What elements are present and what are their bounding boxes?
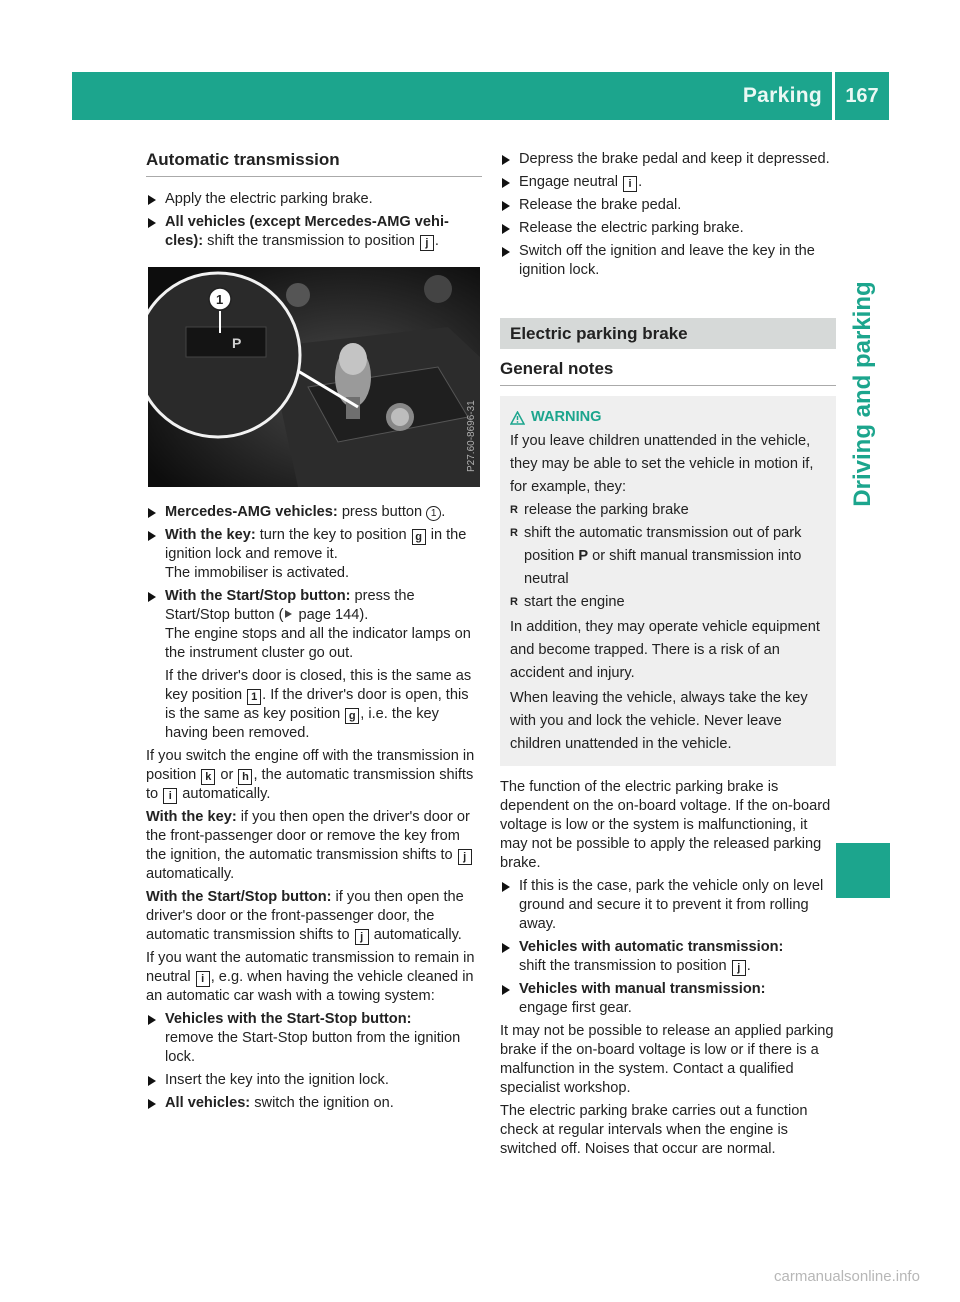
page-number: 167: [845, 85, 879, 107]
step-with-start-stop: With the Start/Stop button: press the Start/Stop button ( page 144). The engine stops and all the indicator lamps on the instrument cluster go out. If the driver's door is closed, this is the same as key position 1 . If the driver's door is open, this is the same as key position g , i.e. the key having been removed.: [146, 587, 482, 743]
callout-number: 1: [216, 292, 224, 307]
step-insert-key: Insert the key into the ignition lock.: [146, 1071, 482, 1090]
warning-triangle-icon: [510, 411, 525, 425]
left-column: [146, 150, 482, 1117]
right-column: [500, 150, 836, 1163]
step-amg-press-button: Mercedes-AMG vehicles: press button 1 .: [146, 503, 482, 522]
warning-para: When leaving the vehicle, always take the key with you and lock the vehicle. Never leave children unattended in the vehicle.: [510, 690, 808, 752]
callout-1-icon: 1: [426, 506, 441, 521]
para-function-voltage: The function of the electric parking brake is dependent on the on-board voltage. If the on-board voltage is low or the system is malfunctioning, it may not be possible to apply the released parking brake.: [500, 779, 831, 871]
step-release-parking-brake: Release the electric parking brake.: [500, 219, 836, 238]
side-tab-label: Driving and parking: [849, 281, 876, 507]
step-start-stop-remove: Vehicles with the Start-Stop button: remove the Start-Stop button from the ignition lock.: [146, 1010, 482, 1067]
key-position-p-icon: j: [458, 849, 472, 865]
warning-bullet: R release the parking brake: [510, 499, 828, 522]
step-release-brake-pedal: Release the brake pedal.: [500, 196, 836, 215]
warning-box: [500, 396, 836, 766]
para-with-start-stop: With the Start/Stop button: if you then open the driver's door or the front-passenger door, the automatic transmission shifts to j automatically.: [146, 889, 464, 943]
key-position-p-icon: j: [355, 929, 369, 945]
step-with-key: With the key: turn the key to position g in the ignition lock and remove it. The immobiliser is activated.: [146, 526, 482, 583]
step-switch-off-ignition: Switch off the ignition and leave the key in the ignition lock.: [500, 242, 836, 280]
step-park-level-ground: If this is the case, park the vehicle only on level ground and secure it to prevent it from rolling away.: [500, 877, 836, 934]
para-release-not-possible: It may not be possible to release an applied parking brake if the on-board voltage is low or if there is a malfunction in the system. Contact a qualified specialist workshop.: [500, 1023, 834, 1096]
key-position-n-icon: i: [163, 788, 177, 804]
selector-label: P: [232, 335, 242, 351]
transmission-photo: [148, 267, 480, 487]
side-tab: [843, 218, 883, 570]
key-position-0-icon: g: [412, 529, 426, 545]
section-title-electric-parking-brake: Electric parking brake: [500, 318, 836, 349]
para-remain-neutral: If you want the automatic transmission to remain in neutral i , e.g. when having the vehicle cleaned in an automatic car wash with a towing system:: [146, 950, 475, 1004]
warning-para: In addition, they may operate vehicle equipment and become trapped. There is a risk of an accident and injury.: [510, 619, 820, 681]
key-position-1-icon: 1: [247, 689, 261, 705]
key-position-n-icon: i: [623, 176, 637, 192]
key-position-0-icon: g: [345, 708, 359, 724]
page-ref-arrow-icon: [285, 610, 292, 618]
para-function-check: The electric parking brake carries out a function check at regular intervals when the engine is switched off. Noises that occur are normal.: [500, 1103, 808, 1157]
step-depress-brake: Depress the brake pedal and keep it depressed.: [500, 150, 836, 169]
step-all-vehicles-shift-p: All vehicles (except Mercedes-AMG vehicles): shift the transmission to position j .: [146, 213, 482, 251]
header-section-title: Parking: [742, 84, 822, 107]
key-position-r-icon: k: [201, 769, 215, 785]
warning-heading: WARNING: [510, 406, 828, 429]
side-tab-marker: [836, 843, 890, 898]
step-manual-transmission: Vehicles with manual transmission: engage first gear.: [500, 980, 836, 1018]
key-position-n-icon: i: [196, 971, 210, 987]
warning-intro: If you leave children unattended in the vehicle, they may be able to set the vehicle in motion if, for example, they:: [510, 433, 814, 495]
step-apply-parking-brake: Apply the electric parking brake.: [146, 190, 482, 209]
para-with-key: With the key: if you then open the driver's door or the front-passenger door or remove the key from the ignition, the automatic transmission shifts to j automatically.: [146, 809, 470, 882]
subsection-title-general-notes: General notes: [500, 359, 836, 386]
step-automatic-transmission: Vehicles with automatic transmission: shift the transmission to position j .: [500, 938, 836, 976]
para-switch-off-r-d: If you switch the engine off with the transmission in position k or h , the automatic transmission shifts to i automatically.: [146, 748, 475, 802]
key-position-d-icon: h: [238, 769, 252, 785]
step-engage-neutral: Engage neutral i .: [500, 173, 836, 192]
photo-code: P27.60-8696-31: [466, 400, 477, 472]
warning-bullet: R start the engine: [510, 591, 828, 614]
key-position-p-icon: j: [420, 235, 434, 251]
warning-bullet: R shift the automatic transmission out of park position P or shift manual transmission into neutral: [510, 522, 828, 591]
footer-watermark: carmanualsonline.info: [774, 1268, 920, 1285]
section-title-automatic-transmission: Automatic transmission: [146, 150, 482, 177]
step-ignition-on: All vehicles: switch the ignition on.: [146, 1094, 482, 1113]
transmission-photo-illustration: [148, 267, 480, 487]
key-position-p-icon: j: [732, 960, 746, 976]
